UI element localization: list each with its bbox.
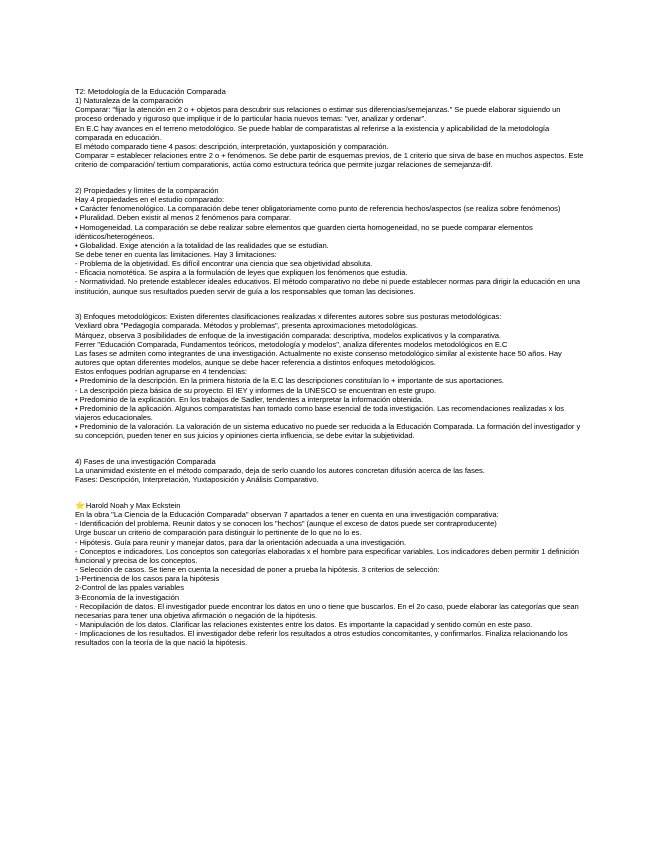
section-heading-text: Harold Noah y Max Eckstein xyxy=(85,500,181,510)
paragraph-line: Urge buscar un criterio de comparación para distinguir lo pertinente de lo que no lo es. xyxy=(75,528,362,538)
bullet-item: • Globalidad. Exige atención a la totalidad de las realidades que se estudian. xyxy=(75,240,329,250)
list-item: - Selección de casos. Se tiene en cuenta la necesidad de poner a prueba la hipótesis. 3 criterios de selección: xyxy=(75,565,440,575)
section-propiedades xyxy=(75,186,585,296)
list-item: - Eficacia nomotética. Se aspira a la formulación de leyes que expliquen los fenómenos que estudia. xyxy=(75,268,408,278)
paragraph-line: El método comparado tiene 4 pasos: descripción, interpretación, yuxtaposición y comparación. xyxy=(75,141,389,151)
bullet-item: • Predominio de la explicación. En los trabajos de Sadler, tendentes a interpretar la información obtenida. xyxy=(75,394,424,404)
paragraph-line: Estos enfoques podrían agruparse en 4 tendencias: xyxy=(75,367,247,377)
section-heading: 4) Fases de una investigación Comparada xyxy=(75,456,216,466)
paragraph-line: Se debe tener en cuenta las limitaciones. Hay 3 limitaciones: xyxy=(75,250,277,259)
paragraph-line: En E.C hay avances en el terreno metodológico. Se puede hablar de comparatistas al referirse a la existencia y aplicabilidad de la metodología comparada en educación. xyxy=(75,123,550,142)
list-item: - Problema de la objetividad. Es difícil encontrar una ciencia que sea objetividad absoluta. xyxy=(75,259,373,269)
paragraph-line: Vexliard obra "Pedagogía comparada. Métodos y problemas", presenta aproximaciones metodológicas. xyxy=(75,321,418,331)
section-enfoques xyxy=(75,312,585,440)
list-item: - La descripción pieza básica de su proyecto. El IEY y informes de la UNESCO se encuentran en este grupo. xyxy=(75,385,436,395)
section-heading: 3) Enfoques metodológicos: Existen diferentes clasificaciones realizadas x diferentes autores sobre sus posturas metodológicas: xyxy=(75,312,502,322)
bullet-item: • Predominio de la descripción. En la primera historia de la E.C las descripciones constituían lo + importante de sus aportaciones. xyxy=(75,376,504,386)
section-noah-eckstein xyxy=(75,501,585,648)
numbered-item: 1-Pertinencia de los casos para la hipótesis xyxy=(75,574,220,584)
list-item: - Manipulación de los datos. Clarificar las relaciones existentes entre los datos. Es importante la capacidad y sentido común en este paso. xyxy=(75,619,533,629)
list-item: - Hipótesis. Guía para reunir y manejar datos, para dar la orientación adecuada a una investigación. xyxy=(75,537,407,547)
paragraph-line: Fases: Descripción, Interpretación, Yuxtaposición y Análisis Comparativo. xyxy=(75,475,319,485)
bullet-item: • Predominio de la valoración. La valoración de un sistema educativo no puede ser reducida a la Educación Comparada. La formación del investigador y su concepción, pueden tener en sus juicios y opiniones cierta influencia, se debe evitar la subjetividad. xyxy=(75,422,581,441)
numbered-item: 3-Economía de la investigación xyxy=(75,592,180,602)
paragraph-line: Ferrer "Educación Comparada, Fundamentos teóricos, metodología y modelos", analiza diferentes modelos metodológicos en E.C xyxy=(75,339,508,349)
bullet-item: • Pluralidad. Deben existir al menos 2 fenómenos para comparar. xyxy=(75,213,292,223)
list-item: - Normatividad. No pretende establecer ideales educativos. El método comparativo no debe ni puede establecer normas para dirigir la educación en una institución, aunque sus resultados pueden servir de guía a los responsables que toman las decisiones. xyxy=(75,277,581,296)
paragraph-line: Hay 4 propiedades en el estudio comparado: xyxy=(75,195,225,205)
section-heading xyxy=(75,501,585,510)
section-fases xyxy=(75,457,585,484)
bullet-item: • Carácter fenomenológico. La comparación debe tener obligatoriamente como punto de referencia hechos/aspectos (se realiza sobre fenómenos) xyxy=(75,204,561,214)
list-item: - Conceptos e indicadores. Los conceptos son categorías elaboradas x el hombre para especificar variables. Los indicadores deben permitir 1 definición funcional y precisa de los conceptos. xyxy=(75,546,580,565)
section-naturaleza xyxy=(75,87,585,169)
paragraph-line: Comparar = establecer relaciones entre 2 o + fenómenos. Se debe partir de esquemas previos, de 1 criterio que sirva de base en muchos aspectos. Este criterio de comparación/ tertium comparationis, actúa como estructura teórica que permite juzgar relaciones de semejanza-dif. xyxy=(75,151,584,170)
list-item: - Identificación del problema. Reunir datos y se conocen los "hechos" (aunque el exceso de datos puede ser contraproducente) xyxy=(75,519,497,529)
document-body xyxy=(75,87,585,664)
section-heading: 2) Propiedades y límites de la comparación xyxy=(75,185,219,195)
bullet-item: • Homogeneidad. La comparación se debe realizar sobre elementos que guarden cierta homogeneidad, no se puede comparar elementos idénticos/heterogéneos. xyxy=(75,222,533,241)
paragraph-line: En la obra "La Ciencia de la Educación Comparada" observan 7 apartados a tener en cuenta en una investigación comparativa: xyxy=(75,510,499,520)
document-title: T2: Metodología de la Educación Comparada xyxy=(75,87,226,96)
paragraph-line: Comparar: "fijar la atención en 2 o + objetos para descubrir sus relaciones o estimar sus diferencias/semejanzas." Se puede elaborar siguiendo un proceso ordenado y riguroso que implique ir de lo particular hacia nuevos temas: "ver, analizar y ordenar". xyxy=(75,105,561,124)
list-item: - Recopilación de datos. El investigador puede encontrar los datos en uno o tiene que buscarlos. En el 2o caso, puede elaborar las categorías que sean necesarias para tener una objetiva afirmación o negación de la hipótesis. xyxy=(75,601,579,620)
section-heading: 1) Naturaleza de la comparación xyxy=(75,96,184,106)
paragraph-line: Márquez, observa 3 posibilidades de enfoque de la investigación comparada: descriptiva, modelos explicativos y la comparativa. xyxy=(75,330,501,340)
list-item: - Implicaciones de los resultados. El investigador debe referir los resultados a otros estudios concomitantes, y confirmarlos. Finaliza relacionando los resultados con la teoría de la que nació la hipótesis. xyxy=(75,629,568,648)
paragraph-line: Las fases se admiten como integrantes de una investigación. Actualmente no existe consenso metodológico similar al existente hace 50 años. Hay autores que optan diferentes modelos, aunque se debe hacer referencia a distintos enfoques metodológicos. xyxy=(75,348,562,368)
star-icon: ⭐ xyxy=(75,500,85,510)
paragraph-line: La unanimidad existente en el método comparado, deja de serlo cuando los autores concretan difusión acerca de las fases. xyxy=(75,466,485,476)
bullet-item: • Predominio de la aplicación. Algunos comparatistas han tomado como base esencial de toda investigación. Las recomendaciones realizadas x los viajeros educacionales. xyxy=(75,403,565,422)
numbered-item: 2-Control de las ppales variables xyxy=(75,583,184,593)
